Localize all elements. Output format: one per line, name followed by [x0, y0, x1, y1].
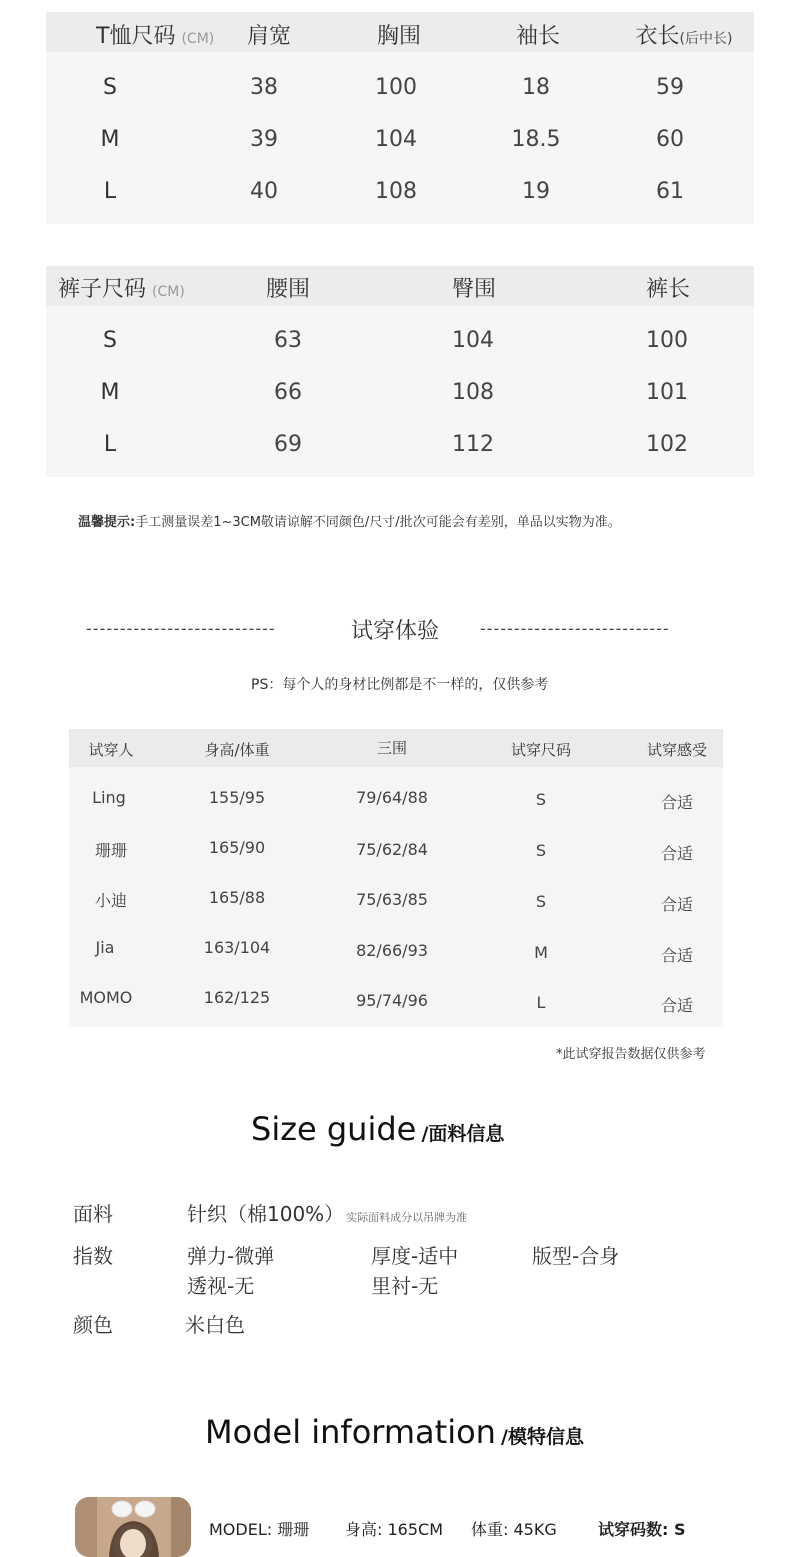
trial-header-measurements: 三围 — [376, 739, 408, 757]
index-label: 指数 — [73, 1244, 113, 1268]
model-height: 身高: 165CM — [345, 1520, 443, 1539]
trial-height-weight: 165/90 — [208, 838, 266, 857]
size-guide-heading — [251, 1110, 504, 1148]
trial-height-weight: 163/104 — [203, 938, 271, 957]
trial-feeling: 合适 — [660, 844, 694, 863]
tshirt-cell: 108 — [375, 179, 417, 204]
tshirt-header-length — [636, 19, 733, 50]
trial-measurements: 75/63/85 — [356, 890, 428, 909]
trial-measurements: 75/62/84 — [356, 840, 428, 859]
fabric-note: 实际面料成分以吊牌为准 — [346, 1211, 468, 1224]
trial-person: 小迪 — [94, 891, 128, 910]
tshirt-cell: 59 — [656, 75, 684, 100]
size-guide-subtitle: /面料信息 — [421, 1123, 505, 1145]
fabric-value — [187, 1198, 467, 1227]
pants-cell: 63 — [274, 328, 302, 353]
trial-feeling: 合适 — [660, 793, 694, 812]
color-label: 颜色 — [73, 1313, 113, 1337]
tshirt-size-table — [46, 12, 754, 224]
trial-measurements: 79/64/88 — [356, 788, 428, 807]
pants-cell: 104 — [452, 328, 494, 353]
pants-header-hip: 臀围 — [451, 277, 497, 302]
tshirt-title-text: T恤尺码 — [96, 24, 176, 49]
tshirt-length-text: 衣长 — [635, 24, 680, 49]
model-name: MODEL: 珊珊 — [209, 1520, 310, 1539]
trial-header-height-weight: 身高/体重 — [204, 741, 270, 759]
trial-measurements: 82/66/93 — [356, 941, 428, 960]
index-transparency: 透视-无 — [187, 1274, 255, 1298]
model-info-subtitle: /模特信息 — [501, 1426, 584, 1448]
pants-size-table — [46, 266, 754, 477]
fabric-value-text: 针织（棉100%） — [187, 1202, 345, 1226]
notice-text: 手工测量误差1~3CM敬请谅解不同颜色/尺寸/批次可能会有差别，单品以实物为准。 — [135, 515, 621, 530]
trial-size: L — [536, 993, 546, 1012]
trial-person: 珊珊 — [94, 841, 128, 860]
trial-feeling: 合适 — [660, 895, 694, 914]
index-lining: 里衬-无 — [371, 1274, 439, 1298]
pants-cell: 66 — [274, 380, 302, 405]
trial-size: M — [534, 943, 548, 962]
model-size: 试穿码数: S — [598, 1520, 686, 1539]
size-guide-title: Size guide — [251, 1110, 417, 1148]
pants-cell: 108 — [452, 380, 494, 405]
model-photo — [75, 1497, 191, 1557]
tshirt-cell: 40 — [250, 179, 278, 204]
color-value: 米白色 — [185, 1313, 245, 1337]
trial-height-weight: 155/95 — [208, 788, 266, 807]
model-photo-illustration — [75, 1497, 191, 1557]
fabric-label: 面料 — [73, 1202, 113, 1226]
pants-cell: 101 — [646, 380, 688, 405]
index-fit: 版型-合身 — [532, 1244, 620, 1268]
tshirt-cell: 19 — [522, 179, 550, 204]
index-elasticity: 弹力-微弹 — [187, 1244, 275, 1268]
pants-cell: 112 — [452, 432, 494, 457]
pants-cell: 102 — [646, 432, 688, 457]
tshirt-header-chest: 胸围 — [376, 24, 422, 49]
tshirt-size-s: S — [103, 75, 117, 100]
tshirt-cell: 61 — [656, 179, 684, 204]
measurement-notice — [78, 511, 621, 530]
pants-unit: (CM) — [152, 284, 185, 300]
trial-height-weight: 165/88 — [208, 888, 266, 907]
model-info-heading — [205, 1413, 584, 1451]
pants-size-m: M — [100, 380, 120, 405]
trial-measurements: 95/74/96 — [356, 991, 428, 1010]
trial-header-person: 试穿人 — [88, 741, 134, 759]
tshirt-table-title — [96, 19, 214, 50]
trial-feeling: 合适 — [660, 996, 694, 1015]
trial-height-weight: 162/125 — [203, 988, 271, 1007]
pants-cell: 69 — [274, 432, 302, 457]
tshirt-size-m: M — [100, 127, 120, 152]
pants-header-waist: 腰围 — [265, 277, 311, 302]
trial-feeling: 合适 — [660, 946, 694, 965]
model-info-title: Model information — [205, 1413, 496, 1451]
trial-section-title: 试穿体验 — [351, 619, 440, 644]
pants-title-text: 裤子尺码 — [58, 277, 147, 302]
pants-header-length: 裤长 — [645, 277, 691, 302]
pants-cell: 100 — [646, 328, 688, 353]
trial-table — [69, 729, 723, 1027]
tshirt-length-note: (后中长) — [679, 31, 733, 47]
tshirt-cell: 18.5 — [511, 127, 561, 152]
trial-size: S — [535, 892, 547, 911]
index-thickness: 厚度-适中 — [371, 1244, 459, 1268]
tshirt-cell: 100 — [375, 75, 417, 100]
tshirt-cell: 60 — [656, 127, 684, 152]
trial-size: S — [535, 841, 547, 860]
notice-label: 温馨提示: — [78, 515, 136, 530]
pants-size-s: S — [103, 328, 117, 353]
trial-person: Jia — [95, 938, 115, 957]
tshirt-cell: 104 — [375, 127, 417, 152]
pants-table-title — [58, 272, 185, 303]
tshirt-header-shoulder: 肩宽 — [246, 24, 292, 49]
trial-ps-note: PS：每个人的身材比例都是不一样的，仅供参考 — [251, 677, 549, 693]
trial-person: MOMO — [79, 988, 133, 1007]
trial-footnote: *此试穿报告数据仅供参考 — [556, 1047, 706, 1062]
tshirt-cell: 39 — [250, 127, 278, 152]
tshirt-cell: 18 — [522, 75, 550, 100]
tshirt-size-l: L — [103, 179, 117, 204]
model-weight: 体重: 45KG — [471, 1520, 557, 1539]
divider-right: ---------------------------- — [480, 619, 670, 638]
trial-person: Ling — [92, 788, 126, 807]
tshirt-header-sleeve: 袖长 — [515, 24, 561, 49]
divider-left: ---------------------------- — [86, 619, 276, 638]
trial-header-feeling: 试穿感受 — [646, 741, 708, 759]
tshirt-unit: (CM) — [181, 31, 215, 47]
trial-header-size: 试穿尺码 — [510, 741, 572, 759]
trial-size: S — [535, 790, 547, 809]
pants-size-l: L — [103, 432, 117, 457]
tshirt-cell: 38 — [250, 75, 278, 100]
